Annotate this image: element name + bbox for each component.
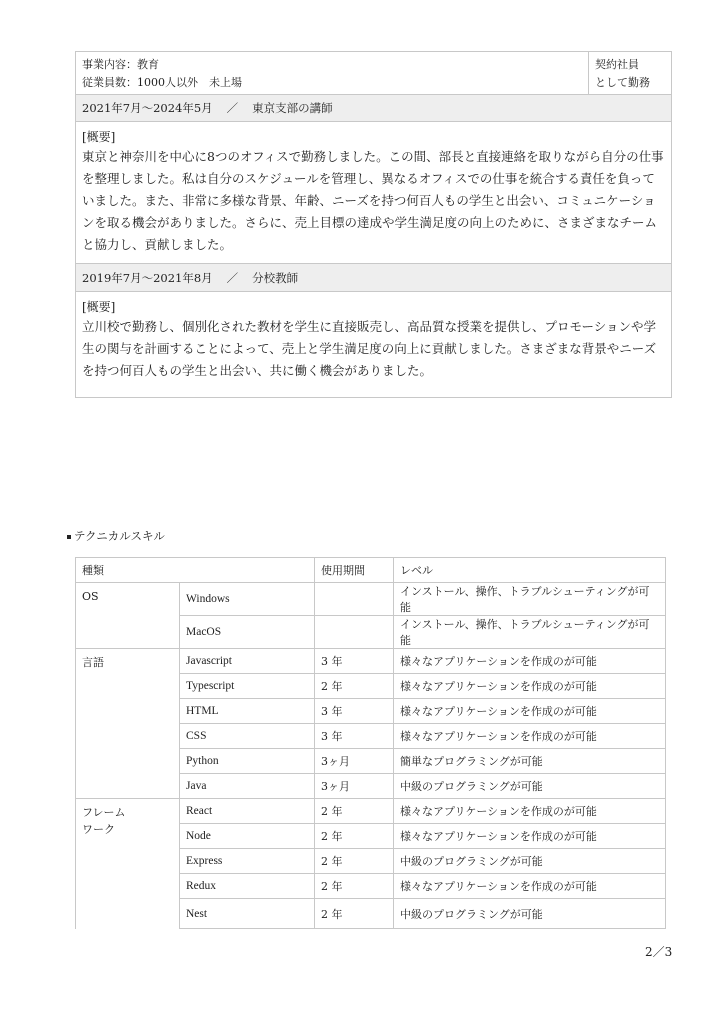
category-language: 言語 <box>76 649 180 799</box>
skill-period <box>315 616 394 649</box>
company-info-box <box>75 51 672 95</box>
page-number: 2／3 <box>645 945 673 959</box>
summary-label: [概要] <box>82 300 116 314</box>
summary-text: 東京と神奈川を中心に8つのオフィスで勤務しました。この間、部長と直接連絡を取りながら自分の仕事を整理しました。私は自分のスケジュールを管理し、異なるオフィスでの仕事を統合する責任を負っていました。また、非常に多様な背景、年齢、ニーズを持つ何百人もの学生と出会い、コミュニケーションを取る機会がありました。さらに、売上目標の達成や学生満足度の向上のために、さまざまなチームと協力し、貢献しました。 <box>82 149 664 252</box>
skill-level: 中級のプログラミングが可能 <box>394 774 666 799</box>
skill-period: 2 年 <box>315 799 394 824</box>
table-row <box>76 583 666 616</box>
skill-period: 3ヶ月 <box>315 774 394 799</box>
skill-period: 2 年 <box>315 874 394 899</box>
business-description: 事業内容：教育 <box>82 58 159 71</box>
employment-type-line2: として勤務 <box>595 76 650 89</box>
skill-period: 2 年 <box>315 849 394 874</box>
skill-level: インストール、操作、トラブルシューティングが可能 <box>394 583 666 616</box>
skill-level: 様々なアプリケーションを作成のが可能 <box>394 724 666 749</box>
skills-table <box>75 557 666 929</box>
skill-level: 簡単なプログラミングが可能 <box>394 749 666 774</box>
skill-name: Typescript <box>180 674 315 699</box>
job-period: 2019年7月～2021年8月 <box>82 270 213 285</box>
skill-name: CSS <box>180 724 315 749</box>
skill-name: Redux <box>180 874 315 899</box>
job-role: 分校教師 <box>252 270 299 285</box>
header-period: 使用期間 <box>315 558 394 583</box>
employee-count: 従業員数：1000人以外 未上場 <box>82 76 242 89</box>
summary-label: [概要] <box>82 130 116 144</box>
skill-name: React <box>180 799 315 824</box>
employment-type-line1: 契約社員 <box>595 58 639 71</box>
skill-name: Nest <box>180 899 315 929</box>
skill-period: 2 年 <box>315 899 394 929</box>
skill-level: 様々なアプリケーションを作成のが可能 <box>394 799 666 824</box>
job-separator: ／ <box>226 270 239 285</box>
table-row <box>76 799 666 824</box>
skill-period: 3 年 <box>315 724 394 749</box>
skill-period: 3 年 <box>315 699 394 724</box>
job-header <box>75 263 672 292</box>
bullet-icon <box>67 535 71 539</box>
category-os: OS <box>76 583 180 649</box>
skill-period: 3ヶ月 <box>315 749 394 774</box>
skill-name: HTML <box>180 699 315 724</box>
skill-name: Python <box>180 749 315 774</box>
summary-text: 立川校で勤務し、個別化された教材を学生に直接販売し、高品質な授業を提供し、プロモーションや学生の関与を計画することによって、売上と学生満足度の向上に貢献しました。さまざまな背景やニーズを持つ何百人もの学生と出会い、共に働く機会がありました。 <box>82 319 657 378</box>
job-summary <box>75 292 672 398</box>
skill-level: 様々なアプリケーションを作成のが可能 <box>394 699 666 724</box>
employment-type <box>588 52 671 95</box>
skill-name: Java <box>180 774 315 799</box>
skill-level: 中級のプログラミングが可能 <box>394 899 666 929</box>
header-type: 種類 <box>76 558 315 583</box>
company-details <box>76 52 588 95</box>
section-title-technical-skills: テクニカルスキル <box>67 528 165 544</box>
skill-level: 様々なアプリケーションを作成のが可能 <box>394 649 666 674</box>
table-header-row <box>76 558 666 583</box>
job-separator: ／ <box>226 101 239 115</box>
header-level: レベル <box>394 558 666 583</box>
job-summary <box>75 122 672 264</box>
skill-level: 様々なアプリケーションを作成のが可能 <box>394 874 666 899</box>
job-role: 東京支部の講師 <box>252 101 333 115</box>
skill-period <box>315 583 394 616</box>
skill-name: Windows <box>180 583 315 616</box>
skill-name: Express <box>180 849 315 874</box>
skill-name: Javascript <box>180 649 315 674</box>
skill-level: 中級のプログラミングが可能 <box>394 849 666 874</box>
job-period: 2021年7月～2024年5月 <box>82 101 213 115</box>
table-row <box>76 649 666 674</box>
skill-period: 2 年 <box>315 674 394 699</box>
skill-name: Node <box>180 824 315 849</box>
category-framework: フレーム ワーク <box>76 799 180 929</box>
skill-period: 3 年 <box>315 649 394 674</box>
skill-level: インストール、操作、トラブルシューティングが可能 <box>394 616 666 649</box>
skill-level: 様々なアプリケーションを作成のが可能 <box>394 824 666 849</box>
job-header <box>75 94 672 122</box>
skill-level: 様々なアプリケーションを作成のが可能 <box>394 674 666 699</box>
skill-name: MacOS <box>180 616 315 649</box>
skill-period: 2 年 <box>315 824 394 849</box>
